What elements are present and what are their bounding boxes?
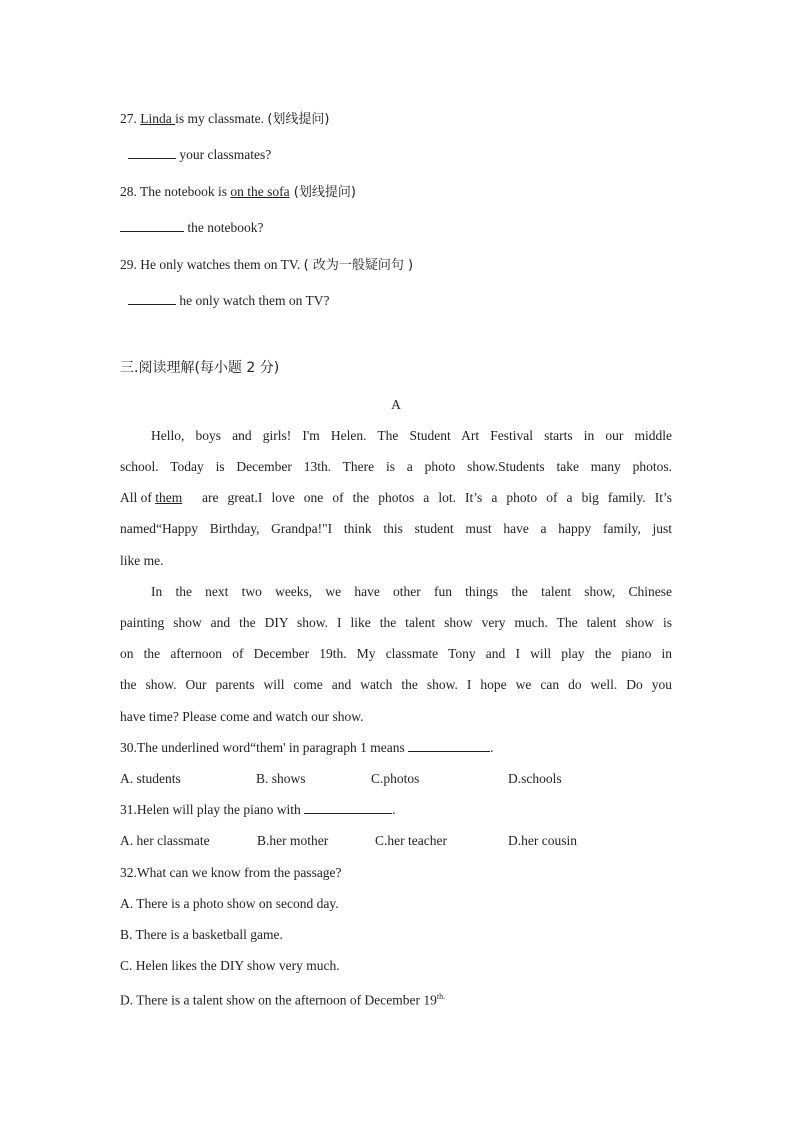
instruction: ( 改为一般疑问句 ) — [303, 258, 414, 273]
answer-29 — [128, 292, 329, 310]
answer-blank[interactable] — [120, 219, 184, 232]
passage-label: A — [391, 397, 401, 412]
instruction: (划线提问) — [289, 185, 356, 200]
option-c[interactable]: C.her teacher — [375, 833, 447, 848]
question-text: 28. The notebook is — [120, 184, 231, 199]
passage-text: All of — [120, 490, 156, 505]
punctuation: . — [392, 802, 396, 817]
ordinal-suffix: th. — [436, 992, 446, 1001]
option-c[interactable]: C. Helen likes the DIY show very much. — [120, 958, 340, 973]
question-31 — [120, 801, 395, 819]
option-d[interactable]: D.schools — [508, 771, 562, 786]
question-30 — [120, 739, 493, 757]
underlined-word: them — [155, 490, 183, 505]
option-c[interactable]: C.photos — [371, 771, 420, 786]
option-b[interactable]: B. There is a basketball game. — [120, 927, 283, 942]
answer-text: the notebook? — [184, 220, 264, 235]
option-b[interactable]: B. shows — [256, 771, 306, 786]
option-a[interactable]: A. her classmate — [120, 833, 210, 848]
answer-text: he only watch them on TV? — [176, 293, 330, 308]
answer-blank[interactable] — [128, 292, 176, 305]
section-title: 三.阅读理解(每小题 2 分) — [120, 360, 280, 376]
question-text: 29. He only watches them on TV. — [120, 257, 304, 272]
passage-line: are great.I love one of the photos a lot. It’s a photo of a big family. It’s — [202, 490, 672, 505]
question-text: 31.Helen will play the piano with — [120, 802, 305, 817]
passage-line: Hello, boys and girls! I'm Helen. The Student Art Festival starts in our middle — [151, 428, 672, 443]
passage-line: on the afternoon of December 19th. My classmate Tony and I will play the piano in — [120, 646, 672, 661]
passage-line: like me. — [120, 553, 164, 568]
answer-blank[interactable] — [128, 146, 176, 159]
question-32: 32.What can we know from the passage? — [120, 865, 342, 880]
answer-28 — [120, 219, 263, 237]
question-29 — [120, 256, 413, 275]
option-d[interactable]: D.her cousin — [508, 833, 577, 848]
option-text: D. There is a talent show on the afternoon of December 19 — [120, 992, 437, 1008]
question-text: is my classmate. — [175, 111, 268, 126]
answer-text: your classmates? — [176, 147, 272, 162]
option-a[interactable]: A. There is a photo show on second day. — [120, 896, 339, 911]
question-number: 27. — [120, 111, 141, 126]
option-d[interactable] — [120, 988, 445, 1010]
question-27 — [120, 110, 330, 129]
passage-line: painting show and the DIY show. I like the talent show very much. The talent show is — [120, 615, 672, 630]
instruction: (划线提问) — [267, 112, 330, 127]
passage-line: In the next two weeks, we have other fun things the talent show, Chinese — [151, 584, 672, 599]
passage-line: have time? Please come and watch our show. — [120, 709, 364, 724]
question-28 — [120, 183, 356, 202]
answer-blank[interactable] — [304, 801, 392, 814]
answer-blank[interactable] — [408, 739, 490, 752]
passage-line: named“Happy Birthday, Grandpa!"I think this student must have a happy family, just — [120, 521, 672, 536]
passage-line: school. Today is December 13th. There is a photo show.Students take many photos. — [120, 459, 672, 474]
question-text: 30.The underlined word“them' in paragraph 1 means — [120, 740, 409, 755]
option-a[interactable]: A. students — [120, 771, 181, 786]
passage-line: the show. Our parents will come and watch the show. I hope we can do well. Do you — [120, 677, 672, 692]
underlined-phrase: on the sofa — [230, 184, 290, 199]
option-b[interactable]: B.her mother — [257, 833, 329, 848]
answer-27 — [128, 146, 271, 164]
punctuation: . — [490, 740, 494, 755]
underlined-word: Linda — [140, 111, 176, 126]
